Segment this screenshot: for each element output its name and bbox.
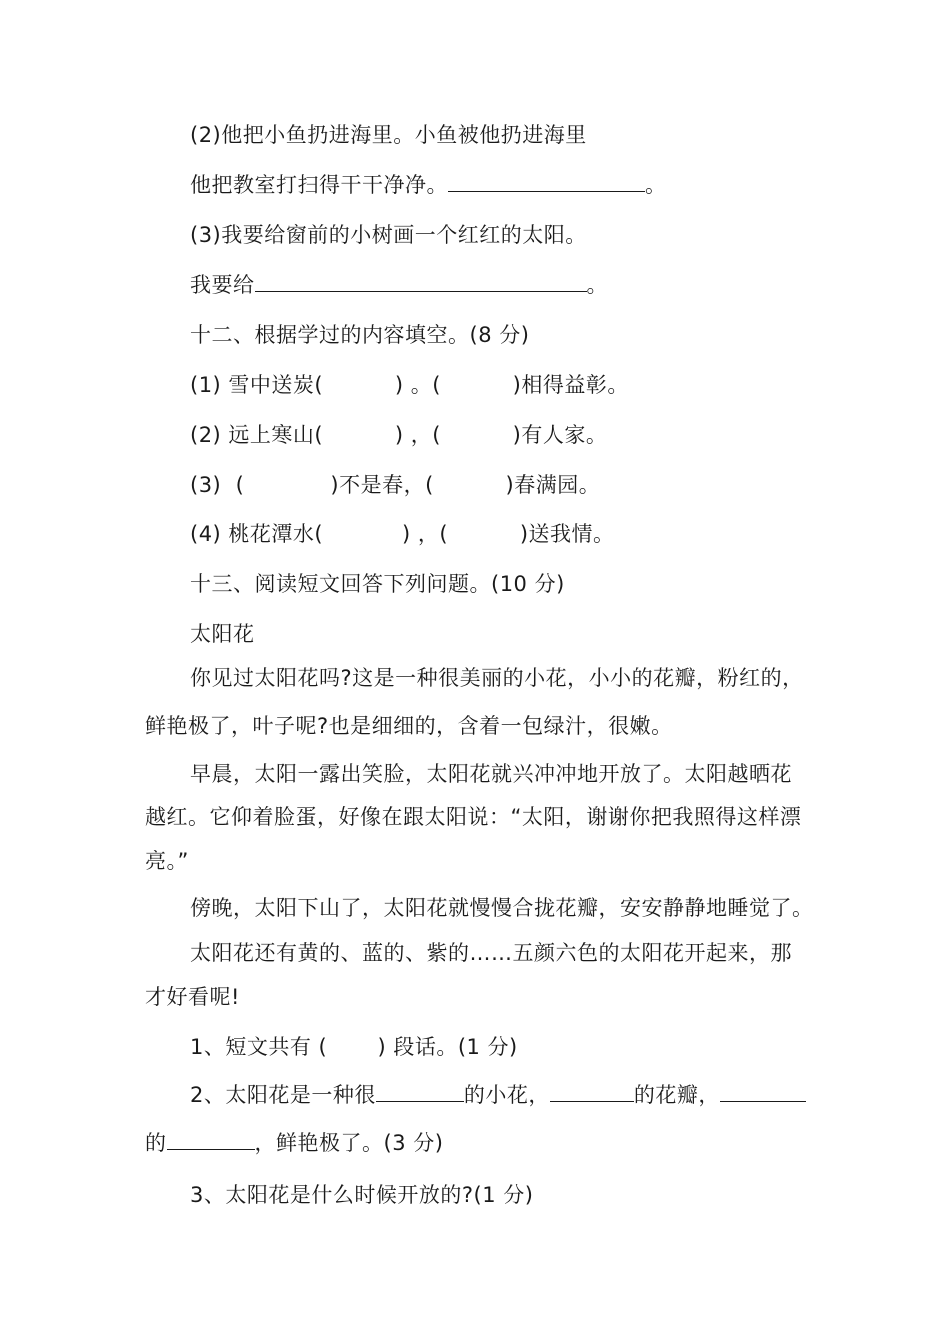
line-text: (2) 远上寒山( ) ，( )有人家。 <box>190 423 608 447</box>
line-text: 早晨，太阳一露出笑脸，太阳花就兴冲冲地开放了。太阳越晒花 <box>190 762 792 786</box>
question-text: 的 <box>145 1131 167 1155</box>
line-text: 亮。” <box>145 849 189 873</box>
heading-text: 十三、阅读短文回答下列问题。(10 分) <box>190 572 565 596</box>
line-text: 傍晚，太阳下山了，太阳花就慢慢合拢花瓣，安安静静地睡觉了。 <box>190 896 814 920</box>
text-line <box>190 370 629 400</box>
question-text: 的小花， <box>463 1083 550 1107</box>
question-line <box>190 1080 806 1110</box>
title-text: 太阳花 <box>190 622 255 646</box>
section-heading <box>190 569 565 599</box>
question-text: ，鲜艳极了。(3 分) <box>254 1131 444 1155</box>
heading-text: 十二、根据学过的内容填空。(8 分) <box>190 323 530 347</box>
line-text: (4) 桃花潭水( ) ，( )送我情。 <box>190 522 615 546</box>
fill-blank[interactable] <box>550 1081 634 1102</box>
line-text: 。 <box>645 173 667 197</box>
fill-blank[interactable] <box>720 1081 806 1102</box>
fill-blank[interactable] <box>255 271 587 292</box>
paragraph-line <box>190 938 792 968</box>
line-text: 才好看呢! <box>145 985 240 1009</box>
fill-blank[interactable] <box>167 1129 255 1150</box>
question-line <box>190 1032 518 1062</box>
text-line <box>190 270 608 300</box>
line-text: 鲜艳极了，叶子呢?也是细细的，含着一包绿汁，很嫩。 <box>145 714 673 738</box>
line-text: 我要给 <box>190 273 255 297</box>
line-text: 太阳花还有黄的、蓝的、紫的……五颜六色的太阳花开起来，那 <box>190 941 792 965</box>
line-text: 越红。它仰着脸蛋，好像在跟太阳说：“太阳，谢谢你把我照得这样漂 <box>145 805 802 829</box>
passage-title <box>190 619 255 649</box>
question-text: 3、太阳花是什么时候开放的?(1 分) <box>190 1183 534 1207</box>
question-line <box>145 1128 443 1158</box>
fill-blank[interactable] <box>376 1081 464 1102</box>
text-line <box>190 519 615 549</box>
question-line <box>190 1180 533 1210</box>
paragraph-line <box>145 711 673 741</box>
paragraph-line <box>190 759 792 789</box>
text-line <box>190 420 607 450</box>
paragraph-line <box>145 846 189 876</box>
line-text: 他把教室打扫得干干净净。 <box>190 173 448 197</box>
line-text: (2)他把小鱼扔进海里。小鱼被他扔进海里 <box>190 123 587 147</box>
line-text: (3) ( )不是春，( )春满园。 <box>190 473 601 497</box>
question-text: 1、短文共有 ( ) 段话。(1 分) <box>190 1035 518 1059</box>
question-text: 的花瓣， <box>633 1083 720 1107</box>
fill-blank[interactable] <box>448 171 645 192</box>
paragraph-line <box>190 663 804 693</box>
paragraph-line <box>190 893 814 923</box>
line-text: 。 <box>586 273 608 297</box>
paragraph-line <box>145 982 240 1012</box>
question-text: 2、太阳花是一种很 <box>190 1083 376 1107</box>
text-line <box>190 470 600 500</box>
section-heading <box>190 320 529 350</box>
line-text: 你见过太阳花吗?这是一种很美丽的小花，小小的花瓣，粉红的， <box>190 666 804 690</box>
line-text: (1) 雪中送炭( ) 。( )相得益彰。 <box>190 373 629 397</box>
text-line <box>190 120 587 150</box>
text-line <box>190 170 667 200</box>
paragraph-line <box>145 802 801 832</box>
text-line <box>190 220 587 250</box>
line-text: (3)我要给窗前的小树画一个红红的太阳。 <box>190 223 587 247</box>
